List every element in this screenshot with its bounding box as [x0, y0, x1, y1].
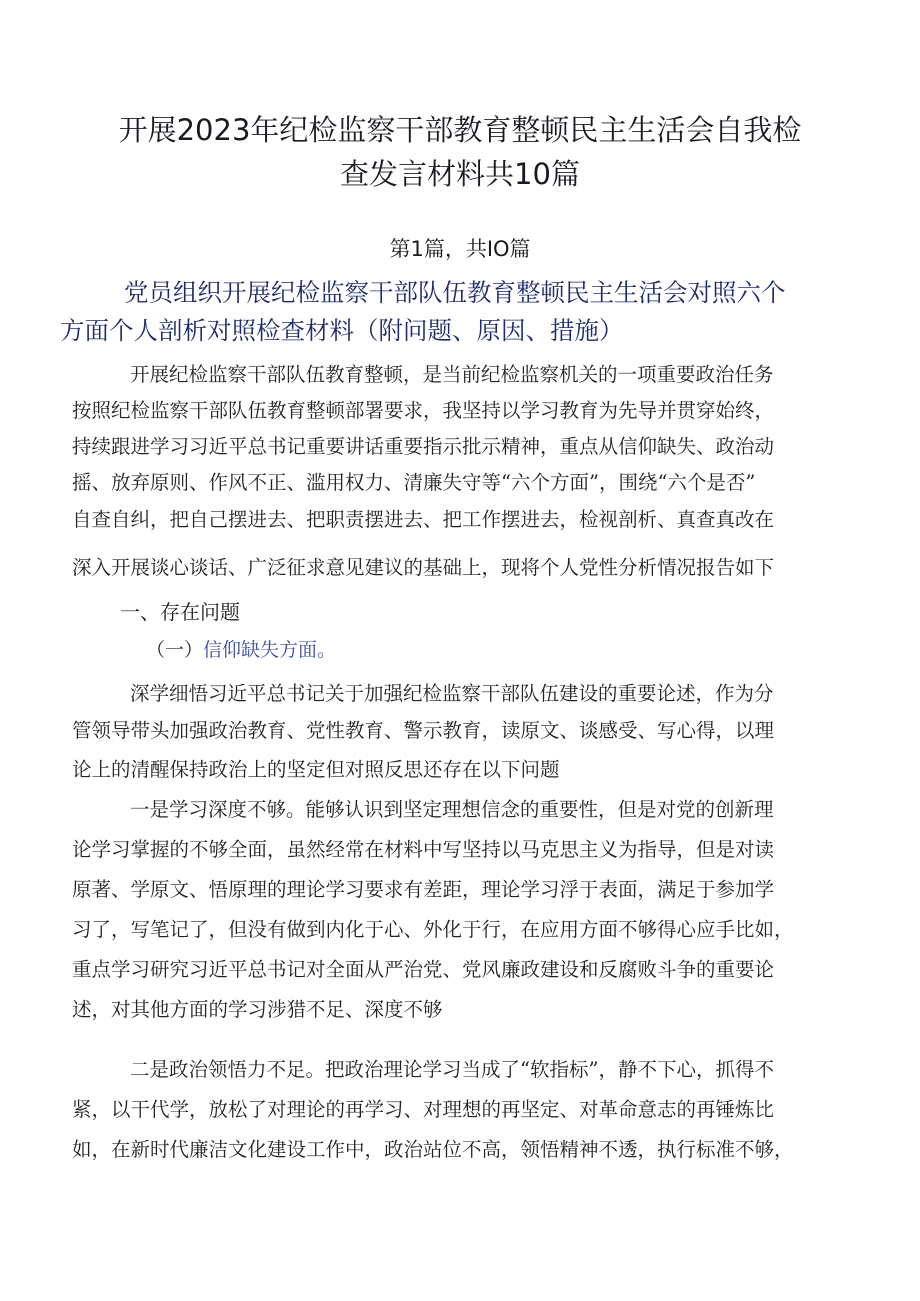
para1-line-3: 论上的清醒保持政治上的坚定但对照反思还存在以下问题: [72, 758, 560, 781]
piece-number: 第1篇，共IO篇: [389, 237, 531, 261]
para2-line-6: 述，对其他方面的学习涉猎不足、深度不够: [72, 998, 443, 1021]
document-title-line-2: 查发言材料共10篇: [340, 157, 580, 191]
intro-line-2: 按照纪检监察干部队伍教育整顿部署要求，我坚持以学习教育为先导并贯穿始终，: [72, 399, 775, 422]
para3-line-1: 二是政治领悟力不足。把政治理论学习当成了“软指标”，静不下心，抓得不: [130, 1058, 774, 1081]
para2-line-1: 一是学习深度不够。能够认识到坚定理想信念的重要性，但是对党的创新理: [130, 798, 774, 821]
document-title-line-1: 开展2023年纪检监察干部教育整顿民主生活会自我检: [118, 113, 802, 147]
para1-line-2: 管领导带头加强政治教育、党性教育、警示教育，读原文、谈感受、写心得，以理: [72, 719, 775, 742]
para2-line-5: 重点学习研究习近平总书记对全面从严治党、党风廉政建设和反腐败斗争的重要论: [72, 958, 775, 981]
para2-line-4: 习了，写笔记了，但没有做到内化于心、外化于行，在应用方面不够得心应手比如，: [72, 918, 794, 941]
para2-line-2: 论学习掌握的不够全面，虽然经常在材料中写坚持以马克思主义为指导，但是对读: [72, 838, 775, 861]
para2-line-3: 原著、学原文、悟原理的理论学习要求有差距，理论学习浮于表面，满足于参加学: [72, 878, 775, 901]
intro-line-1: 开展纪检监察干部队伍教育整顿，是当前纪检监察机关的一项重要政治任务: [130, 363, 774, 386]
intro-line-3: 持续跟进学习习近平总书记重要讲话重要指示批示精神，重点从信仰缺失、政治动: [72, 435, 775, 458]
document-title: [60, 108, 860, 196]
subsection-label: 信仰缺失方面。: [203, 639, 337, 661]
para3-line-2: 紧，以干代学，放松了对理论的再学习、对理想的再坚定、对革命意志的再锤炼比: [72, 1098, 775, 1121]
intro-line-4: 摇、放弃原则、作风不正、滥用权力、清廉失守等“六个方面”，围绕“六个是否”: [72, 471, 756, 494]
para3-line-3: 如，在新时代廉洁文化建设工作中，政治站位不高，领悟精神不透，执行标准不够，: [72, 1138, 794, 1161]
intro-line-5: 自查自纠，把自己摆进去、把职责摆进去、把工作摆进去，检视剖析、真查真改在: [72, 508, 775, 531]
intro-line-6: 深入开展谈心谈话、广泛征求意见建议的基础上，现将个人党性分析情况报告如下: [72, 556, 775, 579]
section-heading-problems: 一、存在问题: [120, 600, 240, 624]
article-title-line-1: 党员组织开展纪检监察干部队伍教育整顿民主生活会对照六个: [124, 278, 786, 307]
subsection-prefix: （一）: [146, 639, 204, 661]
article-title-line-2: 方面个人剖析对照检查材料（附问题、原因、措施）: [60, 316, 624, 345]
para1-line-1: 深学细悟习近平总书记关于加强纪检监察干部队伍建设的重要论述，作为分: [130, 682, 774, 705]
article-title: [60, 274, 860, 350]
subsection-heading-faith: [146, 634, 336, 666]
